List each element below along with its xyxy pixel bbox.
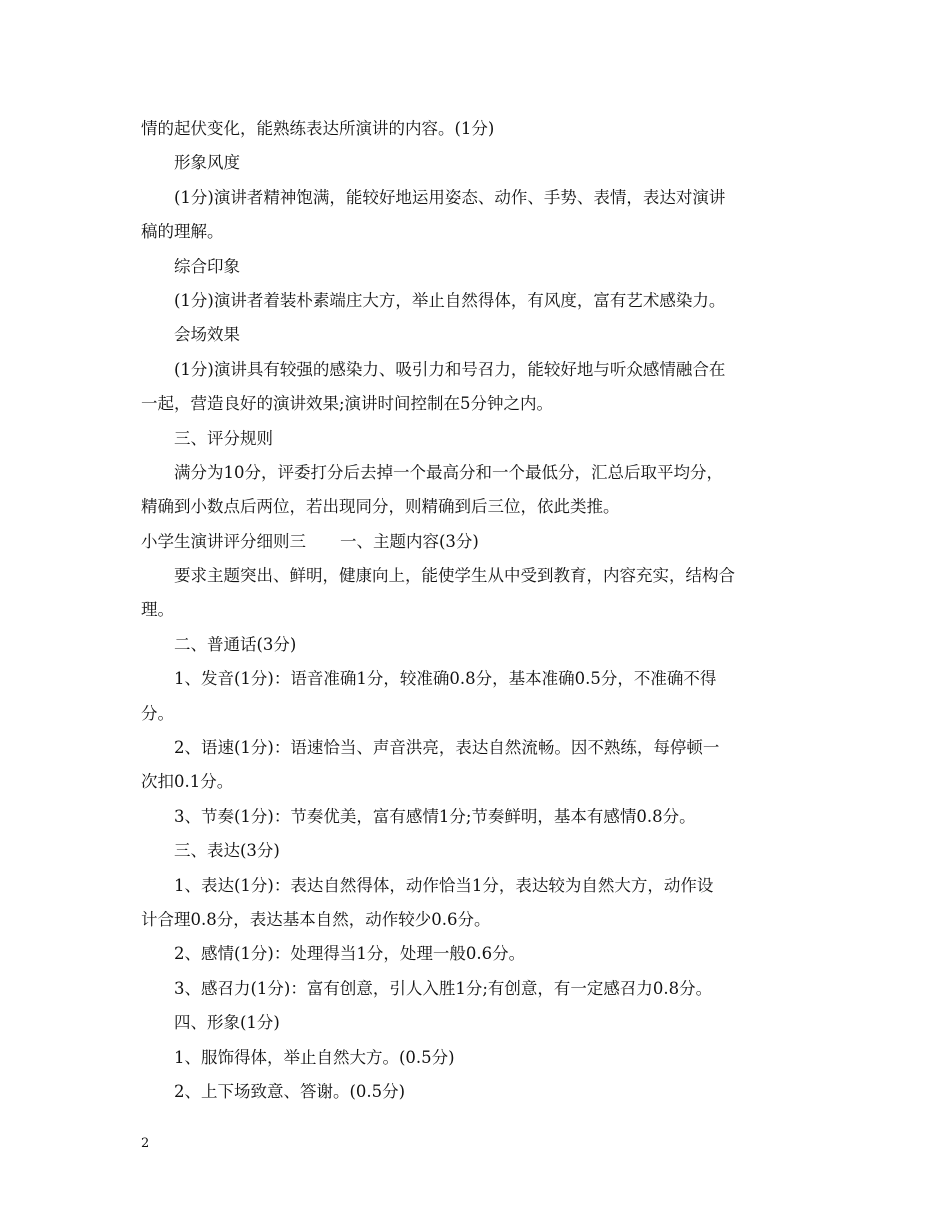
text-line: 次扣0.1分。 <box>141 772 234 792</box>
text-line: 情的起伏变化，能熟练表达所演讲的内容。(1分) <box>141 119 495 138</box>
text-line: 分。 <box>141 703 174 723</box>
text-line: 一起，营造良好的演讲效果;演讲时间控制在5分钟之内。 <box>141 394 554 414</box>
text-line: (1分)演讲者着装朴素端庄大方，举止自然得体，有风度，富有艺术感染力。 <box>174 290 726 310</box>
section-title-line <box>141 525 811 559</box>
section-heading: 形象风度 <box>174 153 240 173</box>
text-line: 计合理0.8分，表达基本自然，动作较少0.6分。 <box>141 909 491 929</box>
text-line: 要求主题突出、鲜明，健康向上，能使学生从中受到教育，内容充实，结构合 <box>174 566 735 586</box>
text-line: 1、表达(1分)：表达自然得体，动作恰当1分，表达较为自然大方，动作设 <box>174 875 714 895</box>
text-line: (1分)演讲具有较强的感染力、吸引力和号召力，能较好地与听众感情融合在 <box>174 359 726 379</box>
section-heading: 一、主题内容(3分) <box>340 531 479 551</box>
text-line: 满分为10分，评委打分后去掉一个最高分和一个最低分，汇总后取平均分， <box>174 462 723 482</box>
text-line: 2、语速(1分)：语速恰当、声音洪亮，表达自然流畅。因不熟练，每停顿一 <box>174 738 720 758</box>
section-heading: 二、普通话(3分) <box>174 634 297 654</box>
text-line: 理。 <box>141 600 174 620</box>
page-number: 2 <box>141 1136 150 1151</box>
section-title: 小学生演讲评分细则三 <box>141 531 306 551</box>
text-line: 2、感情(1分)：处理得当1分，处理一般0.6分。 <box>174 944 526 964</box>
text-line: 1、发音(1分)：语音准确1分，较准确0.8分，基本准确0.5分，不准确不得 <box>174 669 717 689</box>
text-line: 精确到小数点后两位，若出现同分，则精确到后三位，依此类推。 <box>141 497 620 517</box>
section-heading: 四、形象(1分) <box>174 1013 280 1033</box>
text-line: 稿的理解。 <box>141 222 224 242</box>
section-heading: 会场效果 <box>174 325 240 345</box>
text-line: (1分)演讲者精神饱满，能较好地运用姿态、动作、手势、表情，表达对演讲 <box>174 187 726 207</box>
text-line: 1、服饰得体，举止自然大方。(0.5分) <box>174 1047 455 1067</box>
section-heading: 三、表达(3分) <box>174 841 280 861</box>
document-body <box>141 112 811 1109</box>
text-line: 3、节奏(1分)：节奏优美，富有感情1分;节奏鲜明，基本有感情0.8分。 <box>174 806 696 826</box>
section-heading: 综合印象 <box>174 256 240 276</box>
section-heading: 三、评分规则 <box>174 428 273 448</box>
text-line: 3、感召力(1分)：富有创意，引人入胜1分;有创意，有一定感召力0.8分。 <box>174 978 713 998</box>
text-line: 2、上下场致意、答谢。(0.5分) <box>174 1081 406 1101</box>
